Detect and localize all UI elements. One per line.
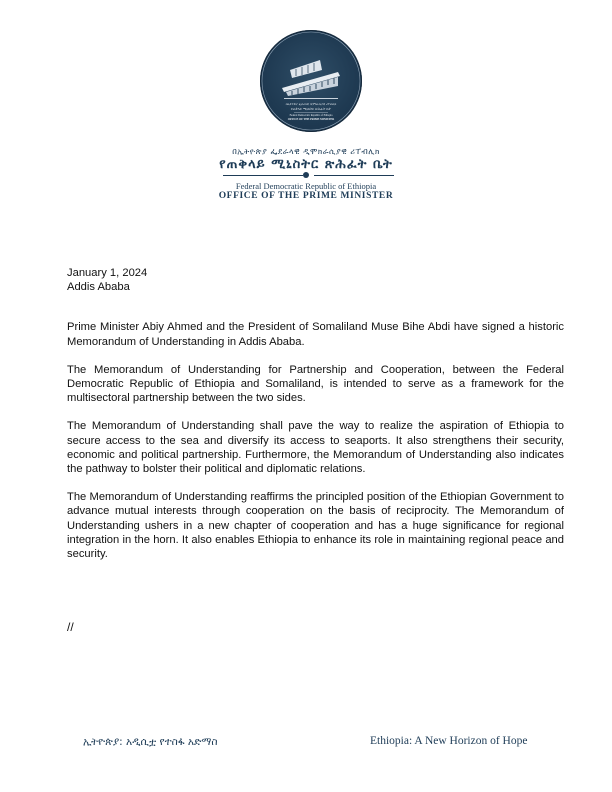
paragraph-sea-access: The Memorandum of Understanding shall pave the way to realize the aspiration of Ethiopia to secure access to the sea and diversify its access to seaports. It also strengthens their security, economic and political partnership. Furthermore, the Memorandum of Understanding also indicates the pathway to bolster their political and diplomatic relations.	[67, 420, 564, 476]
letterhead-english-country: Federal Democratic Republic of Ethiopia	[235, 181, 377, 191]
letterhead-divider-right	[314, 175, 394, 176]
letterhead-amharic-office: የጠቅላይ ሚኒስትር ጽሕፈት ቤት	[219, 157, 393, 172]
government-seal-icon	[260, 30, 362, 132]
building-emblem-icon	[260, 30, 362, 132]
footer-amharic-slogan: ኢትዮጵያ: አዲሲቷ የተስፋ አድማስ	[83, 736, 218, 748]
paragraph-signing: Prime Minister Abiy Ahmed and the President of Somaliland Muse Bihe Abdi have signed a historic Memorandum of Understanding in Addis Ababa.	[67, 321, 564, 348]
paragraph-reciprocity: The Memorandum of Understanding reaffirms the principled position of the Ethiopian Government to advance mutual interests through cooperation on the basis of reciprocity. The Memorandum of Understanding ushers in a new chapter of cooperation and has a huge significance for regional integration in the horn. It also enables Ethiopia to enhance its role in maintaining regional peace and security.	[67, 491, 564, 561]
seal-amharic-office-text: የጠቅላይ ሚኒስትር ጽሕፈት ቤት	[291, 107, 331, 111]
closing-mark: //	[67, 620, 74, 634]
letterhead-divider-dot	[303, 172, 309, 178]
letterhead-divider-left	[223, 175, 303, 176]
seal-english-country-text: Federal Democratic Republic of Ethiopia	[289, 114, 333, 117]
document-date: January 1, 2024	[67, 267, 148, 279]
letterhead-english-office: OFFICE OF THE PRIME MINISTER	[218, 191, 394, 201]
seal-english-office-text: OFFICE OF THE PRIME MINISTER	[287, 118, 335, 121]
document-body	[67, 266, 564, 561]
letterhead	[0, 0, 612, 210]
footer-english-slogan: Ethiopia: A New Horizon of Hope	[370, 735, 528, 747]
document-place: Addis Ababa	[67, 281, 130, 294]
letterhead-amharic-country: በኢትዮጵያ ፌደራላዊ ዲሞክራሲያዊ ሪፐብሊክ	[232, 147, 380, 156]
seal-amharic-text: በኢትዮጵያ ፌደራላዊ ዲሞክራሲያዊ ሪፐብሊክ	[285, 102, 337, 106]
paragraph-framework: The Memorandum of Understanding for Partnership and Cooperation, between the Federal Democratic Republic of Ethiopia and Somaliland, is intended to serve as a framework for the multisectoral partnership between the two sides.	[67, 363, 564, 405]
